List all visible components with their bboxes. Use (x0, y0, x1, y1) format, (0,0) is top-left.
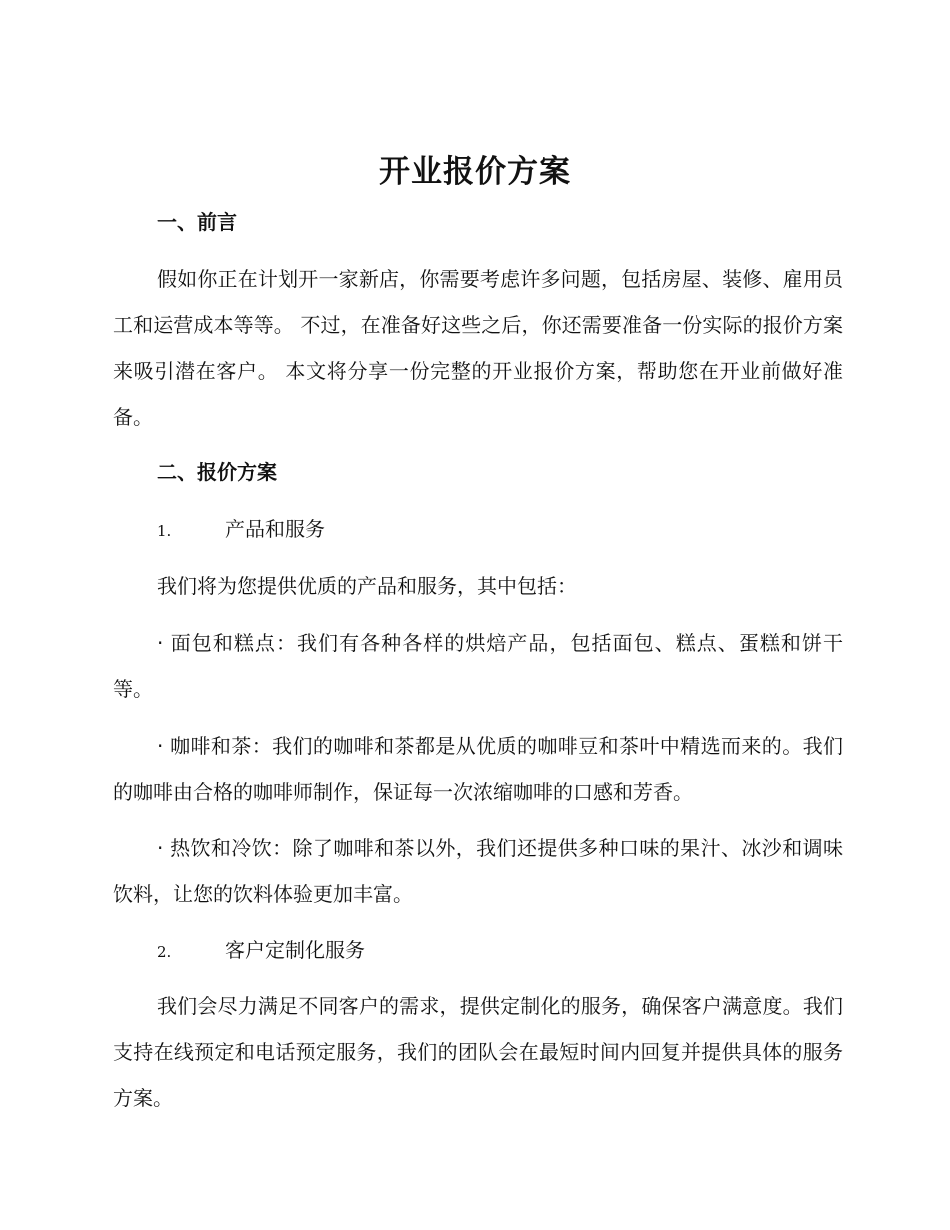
products-intro-paragraph: 我们将为您提供优质的产品和服务，其中包括： (157, 574, 577, 598)
bullet-hot-cold-drinks: · 热饮和冷饮：除了咖啡和茶以外，我们还提供多种口味的果汁、冰沙和调味饮料，让您的饮料体验更加丰富。 (113, 836, 843, 906)
list-item-label: 产品和服务 (225, 517, 325, 541)
bullet-coffee-tea: · 咖啡和茶：我们的咖啡和茶都是从优质的咖啡豆和茶叶中精选而来的。我们的咖啡由合格的咖啡师制作，保证每一次浓缩咖啡的口感和芳香。 (113, 734, 843, 804)
list-item-products-services (157, 515, 325, 545)
list-item-custom-service (157, 936, 365, 966)
preface-paragraph: 假如你正在计划开一家新店，你需要考虑许多问题，包括房屋、装修、雇用员工和运营成本等等。 不过，在准备好这些之后，你还需要准备一份实际的报价方案来吸引潜在客户。 本文将分享一份完整的开业报价方案，帮助您在开业前做好准备。 (113, 267, 843, 429)
custom-service-paragraph: 我们会尽力满足不同客户的需求，提供定制化的服务，确保客户满意度。我们支持在线预定和电话预定服务，我们的团队会在最短时间内回复并提供具体的服务方案。 (113, 994, 843, 1110)
document-title: 开业报价方案 (379, 154, 571, 190)
list-item-number: 2. (157, 943, 172, 961)
list-item-number: 1. (157, 522, 172, 540)
list-item-label: 客户定制化服务 (225, 938, 365, 962)
section-heading-quote-plan: 二、报价方案 (157, 460, 277, 484)
section-heading-preface: 一、前言 (157, 210, 237, 234)
bullet-bread-pastry: · 面包和糕点：我们有各种各样的烘焙产品，包括面包、糕点、蛋糕和饼干等。 (113, 631, 843, 701)
